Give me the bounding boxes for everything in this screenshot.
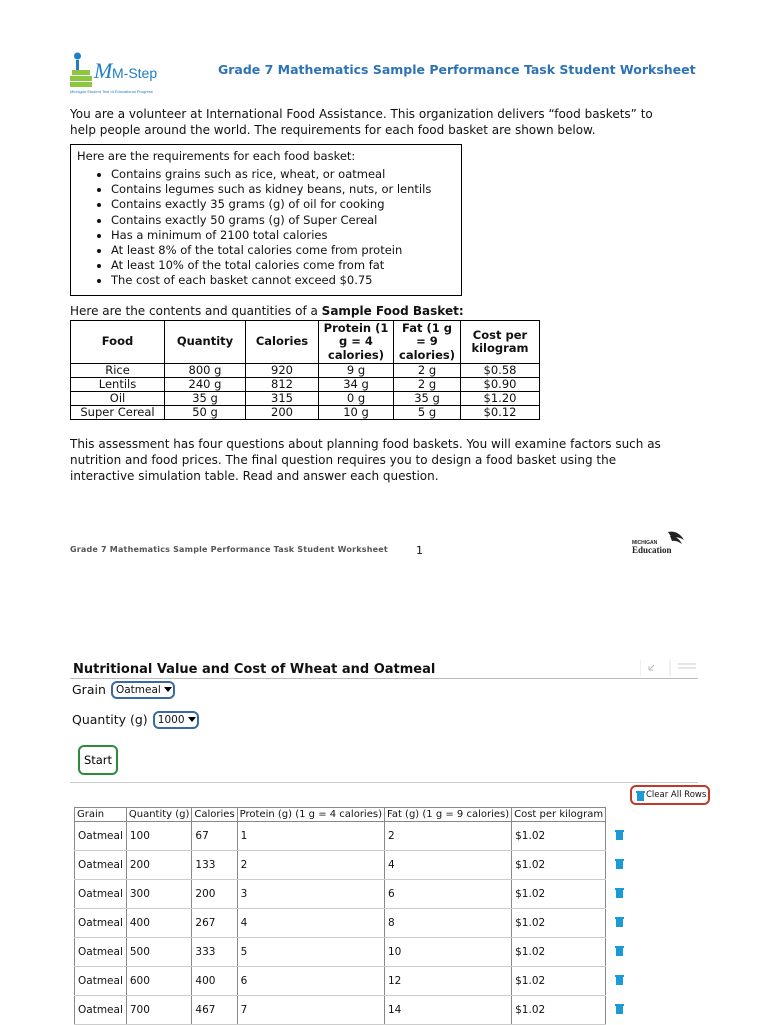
cell: 4 xyxy=(384,851,511,880)
cell: 7 xyxy=(237,996,384,1025)
cell: 10 g xyxy=(319,406,394,420)
svg-text:MICHIGAN: MICHIGAN xyxy=(632,540,658,546)
simulation-title: Nutritional Value and Cost of Wheat and Oatmeal xyxy=(73,662,436,677)
cell: 10 xyxy=(384,938,511,967)
cell: 800 g xyxy=(165,364,246,378)
cell: 333 xyxy=(192,938,237,967)
cell: Oatmeal xyxy=(75,880,127,909)
col-header: Protein (1 g = 4 calories) xyxy=(319,321,394,364)
cell: $1.02 xyxy=(512,880,606,909)
cell: 400 xyxy=(192,967,237,996)
cell: 133 xyxy=(192,851,237,880)
cell: 300 xyxy=(126,880,192,909)
col-header: Quantity (g) xyxy=(126,808,192,822)
cell: 100 xyxy=(126,822,192,851)
section-divider xyxy=(70,782,698,783)
cell: $0.58 xyxy=(461,364,540,378)
requirement-item: • At least 8% of the total calories come from protein xyxy=(111,243,455,258)
cell: $1.02 xyxy=(512,938,606,967)
sample-basket-table xyxy=(70,320,540,420)
grain-select[interactable] xyxy=(111,681,175,699)
cell: 267 xyxy=(192,909,237,938)
cell: 200 xyxy=(192,880,237,909)
trash-icon xyxy=(615,829,624,840)
assessment-paragraph: This assessment has four questions about planning food baskets. You will examine factors such as nutrition and food prices. The final question requires you to design a food basket using the interactive simulation table. Read and answer each question. xyxy=(70,437,661,483)
cell: 200 xyxy=(246,406,319,420)
table-row xyxy=(71,406,540,420)
cell: 2 g xyxy=(394,378,461,392)
cell: Oil xyxy=(71,392,165,406)
cell: 315 xyxy=(246,392,319,406)
delete-row-button[interactable] xyxy=(606,938,633,967)
cell: 2 g xyxy=(394,364,461,378)
trash-icon xyxy=(615,887,624,898)
col-header: Food xyxy=(71,321,165,364)
requirement-item: • Contains exactly 50 grams (g) of Super Cereal xyxy=(111,213,455,228)
cell: 67 xyxy=(192,822,237,851)
trash-icon xyxy=(615,945,624,956)
cell: 12 xyxy=(384,967,511,996)
michigan-education-logo xyxy=(632,530,688,556)
cell: 5 xyxy=(237,938,384,967)
requirement-item: • Contains legumes such as kidney beans, nuts, or lentils xyxy=(111,182,455,197)
quantity-control xyxy=(72,709,199,729)
start-button[interactable]: Start xyxy=(78,745,118,775)
requirement-item: • The cost of each basket cannot exceed $0.75 xyxy=(111,273,455,288)
table-row xyxy=(75,909,633,938)
requirements-list xyxy=(77,167,455,289)
cell: 600 xyxy=(126,967,192,996)
col-header: Calories xyxy=(192,808,237,822)
cell: 1 xyxy=(237,822,384,851)
cell: 8 xyxy=(384,909,511,938)
trash-icon xyxy=(615,916,624,927)
delete-row-button[interactable] xyxy=(606,880,633,909)
cell: 35 g xyxy=(394,392,461,406)
trash-icon xyxy=(615,858,624,869)
cell: 812 xyxy=(246,378,319,392)
table-row xyxy=(71,364,540,378)
cell: 5 g xyxy=(394,406,461,420)
delete-row-button[interactable] xyxy=(606,967,633,996)
requirements-box xyxy=(70,144,462,296)
cell: 9 g xyxy=(319,364,394,378)
col-header: Cost per kilogram xyxy=(512,808,606,822)
table-row xyxy=(75,996,633,1025)
requirement-item: • Contains grains such as rice, wheat, or oatmeal xyxy=(111,167,455,182)
cell: Oatmeal xyxy=(75,851,127,880)
minimize-icon xyxy=(649,665,654,670)
quantity-select[interactable] xyxy=(153,711,199,729)
quantity-label: Quantity (g) xyxy=(72,712,148,727)
cell: 6 xyxy=(384,880,511,909)
cell: Lentils xyxy=(71,378,165,392)
trash-icon xyxy=(615,974,624,985)
chevron-down-icon xyxy=(188,717,196,722)
cell: 500 xyxy=(126,938,192,967)
col-header: Calories xyxy=(246,321,319,364)
table-row xyxy=(71,392,540,406)
table-row xyxy=(75,851,633,880)
table-row xyxy=(75,880,633,909)
cell: $1.02 xyxy=(512,851,606,880)
cell: 700 xyxy=(126,996,192,1025)
col-header: Grain xyxy=(75,808,127,822)
cell: 240 g xyxy=(165,378,246,392)
table-row xyxy=(75,967,633,996)
cell: Oatmeal xyxy=(75,967,127,996)
cell: 3 xyxy=(237,880,384,909)
cell: $1.02 xyxy=(512,822,606,851)
cell: 4 xyxy=(237,909,384,938)
requirement-item: • At least 10% of the total calories come from fat xyxy=(111,258,455,273)
col-header: Quantity xyxy=(165,321,246,364)
cell: 0 g xyxy=(319,392,394,406)
requirements-heading: Here are the requirements for each food basket: xyxy=(77,149,356,163)
cell: 14 xyxy=(384,996,511,1025)
quantity-select-value: 1000 xyxy=(157,713,185,726)
table-row xyxy=(75,822,633,851)
svg-text:M: M xyxy=(94,58,113,83)
cell: Oatmeal xyxy=(75,822,127,851)
document-title: Grade 7 Mathematics Sample Performance Task Student Worksheet xyxy=(218,62,696,77)
cell: Rice xyxy=(71,364,165,378)
cell: 400 xyxy=(126,909,192,938)
cell: Oatmeal xyxy=(75,938,127,967)
svg-text:Education: Education xyxy=(632,545,672,555)
page-number: 1 xyxy=(416,544,423,557)
cell: Super Cereal xyxy=(71,406,165,420)
col-header: Cost per kilogram xyxy=(461,321,540,364)
requirement-item: • Contains exactly 35 grams (g) of oil for cooking xyxy=(111,197,455,212)
cell: $0.90 xyxy=(461,378,540,392)
svg-text:Michigan Student Test of Educa: Michigan Student Test of Educational Progress xyxy=(70,89,153,94)
table-row xyxy=(75,938,633,967)
chevron-down-icon xyxy=(164,687,172,692)
cell: $1.02 xyxy=(512,996,606,1025)
table-row xyxy=(71,378,540,392)
clear-all-rows-button[interactable] xyxy=(630,785,710,805)
col-header: Fat (g) (1 g = 9 calories) xyxy=(384,808,511,822)
cell: 34 g xyxy=(319,378,394,392)
cell: 200 xyxy=(126,851,192,880)
mstep-logo xyxy=(70,48,180,100)
delete-row-button[interactable] xyxy=(606,909,633,938)
intro-paragraph: You are a volunteer at International Food Assistance. This organization delivers “food baskets” to help people around the world. The requirements for each food basket are shown below. xyxy=(70,107,653,137)
grain-control xyxy=(72,679,175,699)
cell: $1.02 xyxy=(512,967,606,996)
col-header: Protein (g) (1 g = 4 calories) xyxy=(237,808,384,822)
footer-text: Grade 7 Mathematics Sample Performance Task Student Worksheet xyxy=(70,545,388,554)
cell: $1.02 xyxy=(512,909,606,938)
cell: 2 xyxy=(237,851,384,880)
cell: 50 g xyxy=(165,406,246,420)
grain-label: Grain xyxy=(72,682,106,697)
requirement-item: • Has a minimum of 2100 total calories xyxy=(111,228,455,243)
clear-all-rows-label: Clear All Rows xyxy=(646,790,707,800)
cell: $0.12 xyxy=(461,406,540,420)
col-header: Fat (1 g = 9 calories) xyxy=(394,321,461,364)
cell: 920 xyxy=(246,364,319,378)
trash-icon xyxy=(636,790,645,801)
contents-prefix: Here are the contents and quantities of a xyxy=(70,304,322,318)
window-controls xyxy=(640,660,698,676)
delete-row-button[interactable] xyxy=(606,822,633,851)
delete-row-button[interactable] xyxy=(606,996,633,1025)
cell: Oatmeal xyxy=(75,996,127,1025)
cell: 467 xyxy=(192,996,237,1025)
contents-bold: Sample Food Basket: xyxy=(321,304,464,318)
cell: 35 g xyxy=(165,392,246,406)
contents-line xyxy=(70,304,464,318)
cell: 2 xyxy=(384,822,511,851)
cell: Oatmeal xyxy=(75,909,127,938)
svg-text:M-Step: M-Step xyxy=(112,65,158,81)
grain-select-value: Oatmeal xyxy=(115,683,161,696)
cell: 6 xyxy=(237,967,384,996)
delete-row-button[interactable] xyxy=(606,851,633,880)
trash-icon xyxy=(615,1003,624,1014)
cell: $1.20 xyxy=(461,392,540,406)
simulation-table xyxy=(74,807,633,1025)
